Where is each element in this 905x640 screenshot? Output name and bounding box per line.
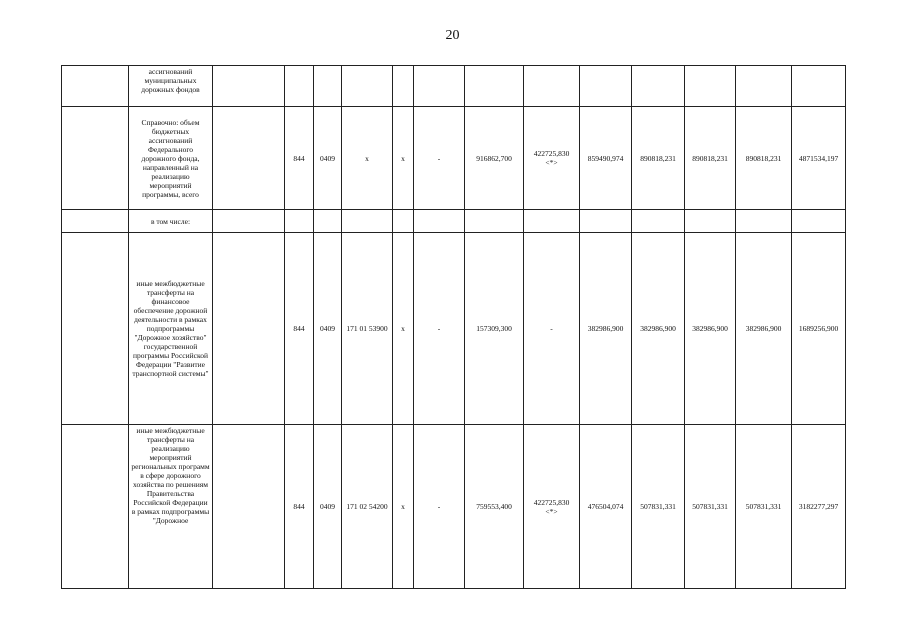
total-amount-cell: 3182277,297 [792,425,846,589]
target-code-cell: 171 01 53900 [342,233,393,425]
amount-cell: 382986,900 [580,233,632,425]
row-spacer-cell [62,233,129,425]
table-cell [685,210,736,233]
section-code-cell: 0409 [314,233,342,425]
table-row [62,425,846,589]
table-row [62,210,846,233]
table-cell [342,210,393,233]
table-cell [524,210,580,233]
table-cell: - [414,107,465,210]
table-cell [580,66,632,107]
table-cell [285,210,314,233]
amount-cell: 382986,900 [632,233,685,425]
table-cell [393,210,414,233]
table-cell [414,66,465,107]
row-name: в том числе: [129,210,213,233]
amount-cell: 916862,700 [465,107,524,210]
expense-type-cell: х [393,233,414,425]
table-row [62,233,846,425]
table-cell [213,210,285,233]
table-cell [285,66,314,107]
ministry-code-cell: 844 [285,233,314,425]
amount-cell: 476504,074 [580,425,632,589]
target-code-cell: 171 02 54200 [342,425,393,589]
table-cell [580,210,632,233]
row-name: иные межбюджетные трансферты на реализацию мероприятий региональных программ в сфере дорожного хозяйства по решениям Правительства Российской Федерации в рамках подпрограммы "Дорожное [129,425,213,589]
target-code-cell: х [342,107,393,210]
amount-cell: 382986,900 [685,233,736,425]
table-cell [792,210,846,233]
ministry-code-cell: 844 [285,425,314,589]
amount-cell: 507831,331 [685,425,736,589]
amount-cell: 382986,900 [736,233,792,425]
row-spacer-cell [62,107,129,210]
table-cell [465,210,524,233]
table-cell [632,210,685,233]
table-cell [314,210,342,233]
amount-cell: 507831,331 [736,425,792,589]
table-cell: - [414,233,465,425]
table-cell [736,210,792,233]
page-number: 20 [445,28,460,43]
amount-cell: 422725,830 <*> [524,107,580,210]
expense-type-cell: х [393,107,414,210]
table-cell [213,107,285,210]
table-cell: - [414,425,465,589]
table-row [62,66,846,107]
row-name: иные межбюджетные трансферты на финансовое обеспечение дорожной деятельности в рамках подпрограммы "Дорожное хозяйство" государственной программы Российской Федерации "Развитие транспортной системы" [129,233,213,425]
table-cell [414,210,465,233]
row-name: Справочно: объем бюджетных ассигнований Федерального дорожного фонда, направленный на реализацию мероприятий программы, всего [129,107,213,210]
row-spacer-cell [62,210,129,233]
table-cell [342,66,393,107]
total-amount-cell: 4871534,197 [792,107,846,210]
amount-cell: 890818,231 [736,107,792,210]
row-spacer-cell [62,425,129,589]
expense-type-cell: х [393,425,414,589]
section-code-cell: 0409 [314,107,342,210]
budget-table [61,65,846,589]
table-row [62,107,846,210]
table-cell [736,66,792,107]
amount-cell: 157309,300 [465,233,524,425]
amount-cell: 890818,231 [685,107,736,210]
table-cell [465,66,524,107]
amount-cell: 759553,400 [465,425,524,589]
row-spacer-cell [62,66,129,107]
table-cell [685,66,736,107]
section-code-cell: 0409 [314,425,342,589]
amount-cell: 422725,830 <*> [524,425,580,589]
table-cell [213,66,285,107]
amount-cell: 859490,974 [580,107,632,210]
row-name: ассигнований муниципальных дорожных фондов [129,66,213,107]
total-amount-cell: 1689256,900 [792,233,846,425]
table-cell [213,425,285,589]
amount-cell: 890818,231 [632,107,685,210]
table-cell [524,66,580,107]
table-cell [792,66,846,107]
amount-cell: 507831,331 [632,425,685,589]
ministry-code-cell: 844 [285,107,314,210]
table-cell [213,233,285,425]
table-cell [632,66,685,107]
table-cell [393,66,414,107]
table-cell [314,66,342,107]
amount-cell: - [524,233,580,425]
